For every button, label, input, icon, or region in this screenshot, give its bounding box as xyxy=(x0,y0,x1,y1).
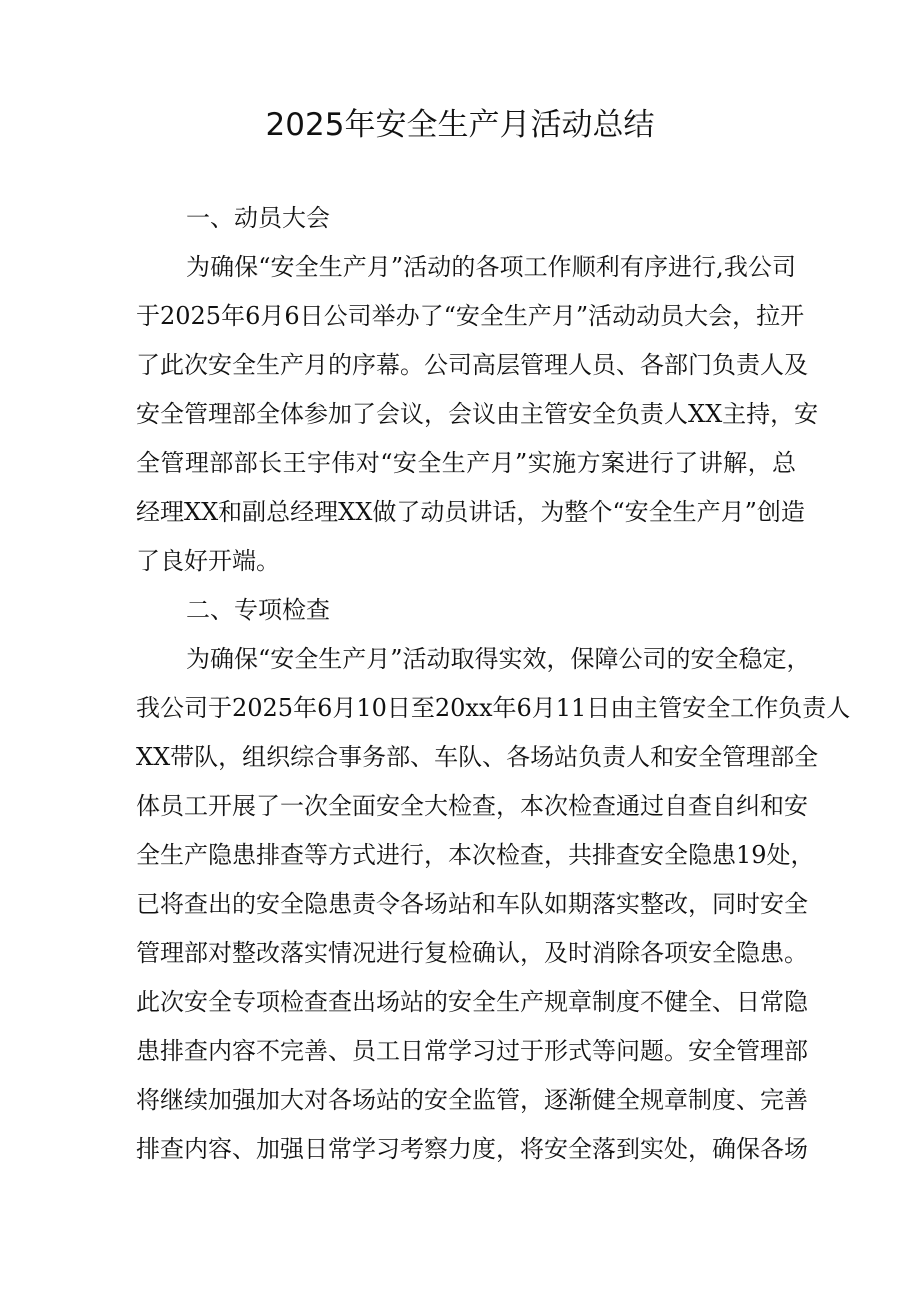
section-heading: 一、动员大会 xyxy=(186,204,330,232)
paragraph-line: 全生产隐患排查等方式进行，本次检查，共排查安全隐患19处， xyxy=(136,841,815,869)
paragraph-line: 了良好开端。 xyxy=(136,547,280,575)
paragraph-line: 我公司于2025年6月10日至20xx年6月11日由主管安全工作负责人 xyxy=(136,694,851,722)
document-title: 2025年安全生产月活动总结 xyxy=(265,107,655,143)
paragraph-line: 排查内容、加强日常学习考察力度，将安全落到实处，确保各场 xyxy=(136,1135,808,1163)
paragraph-line: 于2025年6月6日公司举办了“安全生产月”活动动员大会，拉开 xyxy=(136,302,805,330)
section-heading: 二、专项检查 xyxy=(186,596,330,624)
paragraph-line: 已将查出的安全隐患责令各场站和车队如期落实整改，同时安全 xyxy=(136,890,808,918)
paragraph-line: 了此次安全生产月的序幕。公司高层管理人员、各部门负责人及 xyxy=(136,351,808,379)
paragraph-line: 全管理部部长王宇伟对“安全生产月”实施方案进行了讲解，总 xyxy=(136,449,796,477)
paragraph-line: 管理部对整改落实情况进行复检确认，及时消除各项安全隐患。 xyxy=(136,939,808,967)
paragraph-line: 安全管理部全体参加了会议，会议由主管安全负责人XX主持，安 xyxy=(136,400,819,428)
paragraph-line: 为确保“安全生产月”活动的各项工作顺利有序进行,我公司 xyxy=(186,253,796,281)
paragraph-line: 患排查内容不完善、员工日常学习过于形式等问题。安全管理部 xyxy=(136,1037,808,1065)
paragraph-line: 将继续加强加大对各场站的安全监管，逐渐健全规章制度、完善 xyxy=(136,1086,808,1114)
paragraph-line: 经理XX和副总经理XX做了动员讲话，为整个“安全生产月”创造 xyxy=(136,498,805,526)
paragraph-line: XX带队，组织综合事务部、车队、各场站负责人和安全管理部全 xyxy=(136,743,819,771)
paragraph-line: 此次安全专项检查查出场站的安全生产规章制度不健全、日常隐 xyxy=(136,988,808,1016)
paragraph-line: 为确保“安全生产月”活动取得实效，保障公司的安全稳定， xyxy=(186,645,811,673)
paragraph-line: 体员工开展了一次全面安全大检查，本次检查通过自查自纠和安 xyxy=(136,792,808,820)
